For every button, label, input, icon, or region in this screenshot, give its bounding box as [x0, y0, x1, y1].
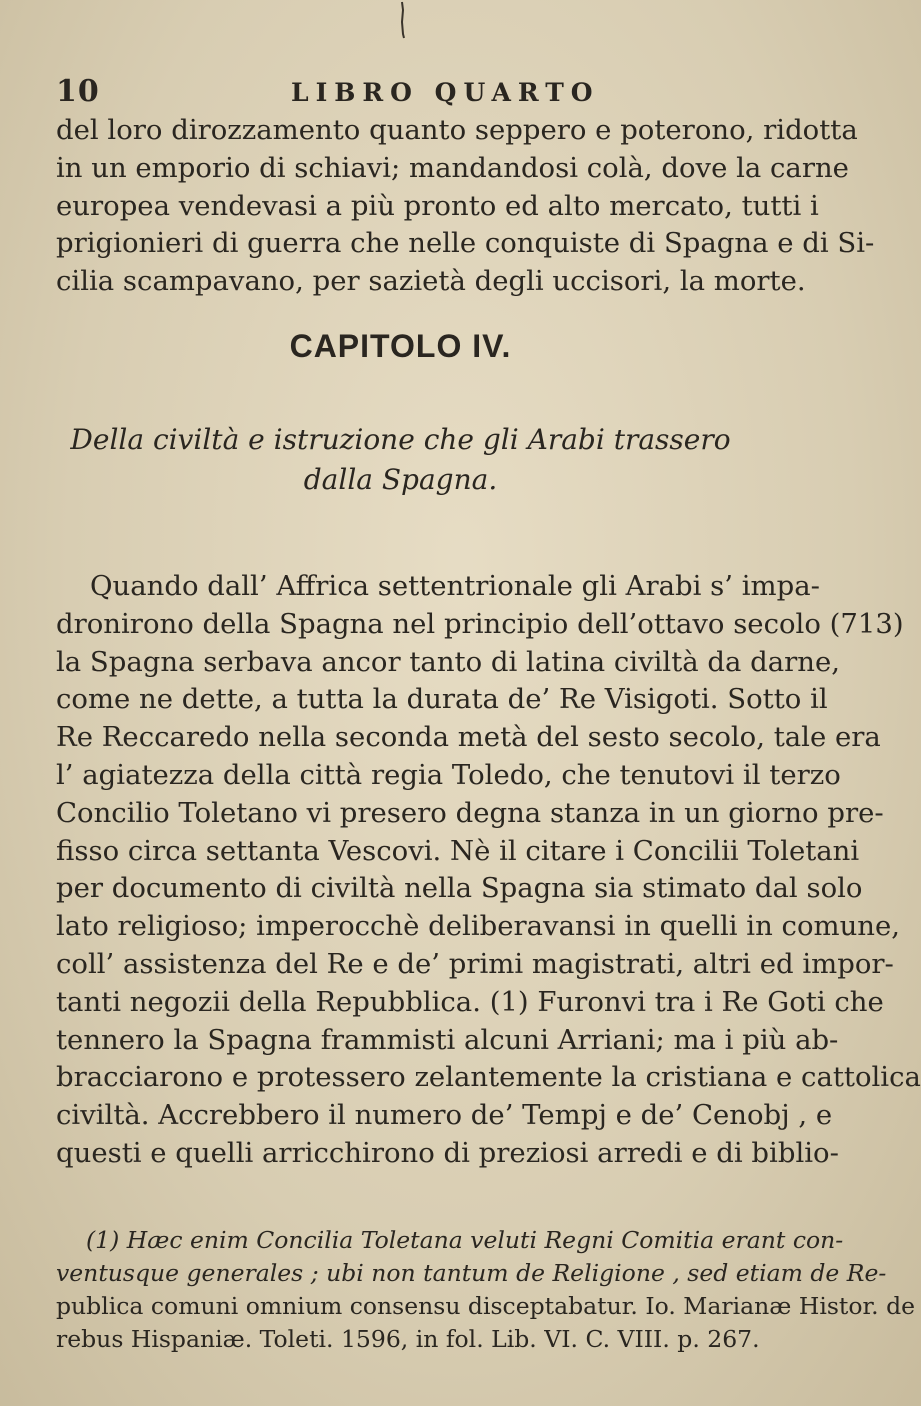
main-paragraph	[56, 568, 921, 1173]
text-line: tennero la Spagna frammisti alcuni Arriani; ma i più ab-	[56, 1023, 839, 1056]
chapter-subtitle	[0, 420, 801, 500]
footnote-line: publica comuni omnium consensu disceptabatur. Io. Marianæ Histor. de	[56, 1292, 916, 1320]
page-header	[56, 74, 756, 114]
text-line: Re Reccaredo nella seconda metà del sesto secolo, tale era	[56, 721, 881, 754]
continued-paragraph	[56, 112, 875, 301]
text-line: europea vendevasi a più pronto ed alto mercato, tutti i	[56, 189, 819, 222]
text-line: Concilio Toletano vi presero degna stanza in un giorno pre-	[56, 796, 884, 829]
page-number: 10	[56, 74, 100, 109]
text-line: del loro dirozzamento quanto seppero e poterono, ridotta	[56, 114, 858, 146]
text-line: in un emporio di schiavi; mandandosi colà, dove la carne	[56, 151, 849, 184]
footnote-line: (1) Hæc enim Concilia Toletana veluti Regni Comitia erant con-	[86, 1226, 844, 1254]
text-line: per documento di civiltà nella Spagna sia stimato dal solo	[56, 872, 863, 905]
text-line: cilia scampavano, per sazietà degli uccisori, la morte.	[56, 265, 806, 298]
chapter-title: CAPITOLO IV.	[289, 328, 512, 364]
text-line: civiltà. Accrebbero il numero de’ Tempj e de’ Cenobj , e	[56, 1099, 833, 1132]
text-line: fisso circa settanta Vescovi. Nè il citare i Concilii Toletani	[56, 834, 860, 867]
text-line: lato religioso; imperocchè deliberavansi in quelli in comune,	[56, 910, 901, 943]
text-line: l’ agiatezza della città regia Toledo, che tenutovi il terzo	[56, 758, 841, 791]
text-line: dronirono della Spagna nel principio dell’ottavo secolo (713)	[56, 607, 904, 640]
subtitle-line: dalla Spagna.	[303, 463, 498, 496]
text-line: coll’ assistenza del Re e de’ primi magistrati, altri ed impor-	[56, 947, 894, 980]
text-line: la Spagna serbava ancor tanto di latina civiltà da darne,	[56, 645, 841, 678]
footnote	[56, 1224, 916, 1356]
footnote-line: rebus Hispaniæ. Toleti. 1596, in fol. Lib. VI. C. VIII. p. 267.	[56, 1325, 760, 1353]
text-line: come ne dette, a tutta la durata de’ Re Visigoti. Sotto il	[56, 683, 828, 716]
subtitle-line: Della civiltà e istruzione che gli Arabi trassero	[70, 423, 731, 456]
text-line: prigionieri di guerra che nelle conquiste di Spagna e di Si-	[56, 227, 875, 260]
text-line: questi e quelli arricchirono di preziosi arredi e di biblio-	[56, 1136, 839, 1169]
running-head: LIBRO QUARTO	[291, 78, 600, 107]
text-line: bracciarono e protessero zelantemente la cristiana e cattolica	[56, 1061, 921, 1094]
text-line: Quando dall’ Affrica settentrionale gli Arabi s’ impa-	[90, 570, 820, 602]
text-line: tanti negozii della Repubblica. (1) Furonvi tra i Re Goti che	[56, 985, 884, 1018]
ink-mark-icon	[400, 0, 406, 40]
footnote-line: ventusque generales ; ubi non tantum de Religione , sed etiam de Re-	[56, 1259, 887, 1287]
